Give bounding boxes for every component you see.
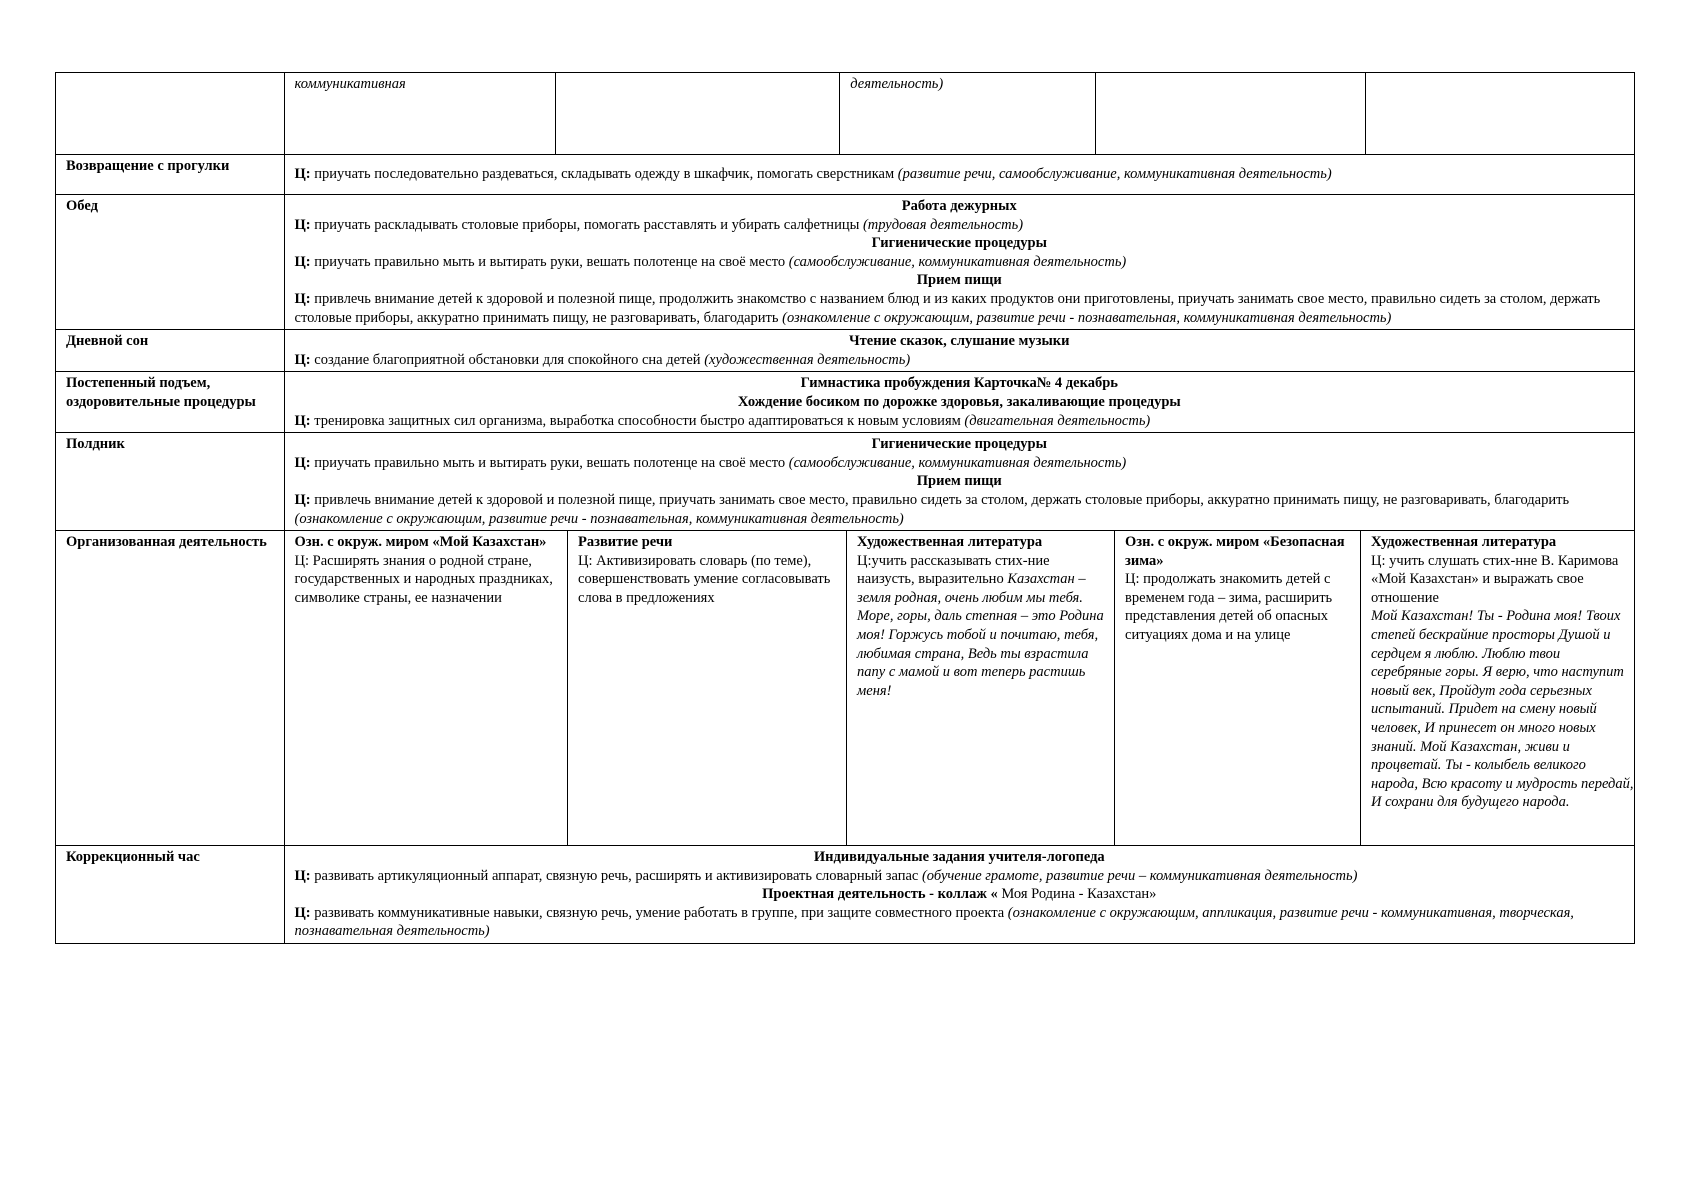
goal-prefix: Ц: — [294, 290, 311, 307]
row-content-wakeup — [284, 372, 1634, 433]
schedule-table — [55, 72, 1635, 944]
row-label-wakeup: Постепенный подъем, оздоровительные процедуры — [56, 372, 285, 433]
goal-paragraph — [295, 491, 1624, 528]
table-row-wakeup — [56, 372, 1635, 433]
row-label-return-walk: Возвращение с прогулки — [56, 155, 285, 195]
table-row-nap — [56, 330, 1635, 372]
activity-goal: Ц:учить рассказывать стих-ние наизусть, выразительно — [857, 552, 1050, 588]
table-row-organized — [56, 531, 1635, 846]
goal-prefix: Ц: — [294, 412, 311, 429]
row-label-lunch: Обед — [56, 195, 285, 330]
activity-goal: Ц: Активизировать словарь (по теме), совершенствовать умение согласовывать слова в предложениях — [578, 552, 831, 606]
section-heading: Хождение босиком по дорожке здоровья, закаливающие процедуры — [737, 393, 1181, 410]
cell-top-0 — [56, 73, 285, 155]
goal-paragraph — [295, 867, 1624, 886]
table-row-top — [56, 73, 1635, 155]
row-content-correction — [284, 846, 1634, 944]
goal-text: развивать артикуляционный аппарат, связную речь, расширять и активизировать словарный запас — [310, 867, 922, 884]
section-heading: Индивидуальные задания учителя-логопеда — [813, 849, 1105, 866]
section-heading: Прием пищи — [916, 473, 1002, 490]
goal-prefix: Ц: — [294, 867, 311, 884]
activity-title: Художественная литература — [857, 534, 1043, 551]
goal-paragraph — [295, 216, 1624, 235]
table-row-lunch — [56, 195, 1635, 330]
activity-note: (обучение грамоте, развитие речи – коммуникативная деятельность) — [921, 867, 1358, 884]
activity-title: Развитие речи — [578, 534, 673, 551]
section-heading: Прием пищи — [916, 272, 1002, 289]
cell-top-4 — [1095, 73, 1365, 155]
goal-paragraph — [295, 412, 1624, 431]
activity-cell-4 — [1115, 531, 1361, 845]
section-heading — [295, 885, 1624, 904]
row-content-nap — [284, 330, 1634, 372]
row-label-correction: Коррекционный час — [56, 846, 285, 944]
row-label-snack: Полдник — [56, 433, 285, 531]
activity-subtable — [285, 531, 1644, 845]
goal-text: привлечь внимание детей к здоровой и полезной пище, приучать занимать свое место, правильно сидеть за столом, держать столовые приборы, аккуратно принимать пищу, не разговаривать, благодарить — [310, 491, 1570, 508]
row-label-organized: Организованная деятельность — [56, 531, 285, 846]
row-content-return-walk — [284, 155, 1634, 195]
section-heading: Чтение сказок, слушание музыки — [849, 333, 1070, 350]
activity-note: (самообслуживание, коммуникативная деятельность) — [788, 454, 1127, 471]
activity-title: Художественная литература — [1371, 534, 1557, 551]
activity-note: (самообслуживание, коммуникативная деятельность) — [788, 253, 1127, 270]
activity-note: (трудовая деятельность) — [862, 216, 1024, 233]
activity-goal: Ц: продолжать знакомить детей с временем года – зима, расширить представления детей об опасных ситуациях дома и на улице — [1125, 571, 1333, 644]
cell-top-3: деятельность) — [840, 73, 1096, 155]
row-content-organized — [284, 531, 1634, 846]
activity-poem: Мой Казахстан! Ты - Родина моя! Твоих степей бескрайние просторы Душой и сердцем я люблю. Люблю твои серебряные горы. Я верю, что наступит новый век, Пройдут года серьезных испытаний. Придет на смену новый человек, И принесет он много новых знаний. Мой Казахстан, живи и процветай. Ты - колыбель великого народа, Всю красоту и мудрость передай, И сохрани для будущего народа. — [1371, 608, 1634, 811]
goal-text: тренировка защитных сил организма, выработка способности быстро адаптироваться к новым условиям — [310, 412, 965, 429]
activity-goal: Ц: учить слушать стих-нне В. Каримова «Мой Казахстан» и выражать свое отношение — [1371, 552, 1619, 606]
project-name: Моя Родина - Казахстан» — [1001, 886, 1157, 903]
row-content-snack — [284, 433, 1634, 531]
goal-prefix: Ц: — [294, 904, 311, 921]
goal-text: приучать правильно мыть и вытирать руки, вешать полотенце на своё место — [310, 454, 789, 471]
goal-paragraph — [295, 904, 1624, 941]
goal-text: приучать последовательно раздеваться, складывать одежду в шкафчик, помогать сверстникам — [310, 166, 898, 182]
activity-note: (двигательная деятельность) — [964, 412, 1151, 429]
activity-cell-5 — [1361, 531, 1644, 845]
goal-text: создание благоприятной обстановки для спокойного сна детей — [310, 351, 705, 368]
activity-cell-3 — [847, 531, 1115, 845]
goal-paragraph — [295, 253, 1624, 272]
row-content-lunch — [284, 195, 1634, 330]
activity-title: Озн. с окруж. миром «Безопасная зима» — [1125, 534, 1345, 569]
goal-text: приучать правильно мыть и вытирать руки, вешать полотенце на своё место — [310, 253, 789, 270]
cell-top-1: коммуникативная — [284, 73, 555, 155]
section-heading: Гигиенические процедуры — [871, 235, 1047, 252]
goal-text: приучать раскладывать столовые приборы, помогать расставлять и убирать салфетницы — [310, 216, 863, 233]
goal-paragraph — [295, 454, 1624, 473]
row-label-nap: Дневной сон — [56, 330, 285, 372]
activity-note: (художественная деятельность) — [704, 351, 911, 368]
activity-goal: Ц: Расширять знания о родной стране, государственных и народных праздниках, символике страны, ее назначении — [294, 552, 553, 606]
goal-prefix: Ц: — [294, 166, 311, 182]
cell-top-2 — [555, 73, 840, 155]
table-row-return-walk — [56, 155, 1635, 195]
activity-subrow — [285, 531, 1644, 845]
section-heading: Гигиенические процедуры — [871, 436, 1047, 453]
activity-cell-2 — [568, 531, 847, 845]
section-heading: Гимнастика пробуждения Карточка№ 4 декабрь — [800, 375, 1118, 392]
goal-paragraph — [295, 351, 1624, 370]
goal-prefix: Ц: — [294, 253, 311, 270]
goal-prefix: Ц: — [294, 454, 311, 471]
section-heading: Работа дежурных — [901, 198, 1017, 214]
goal-prefix: Ц: — [294, 491, 311, 508]
activity-poem: Казахстан – земля родная, очень любим мы тебя. Море, горы, даль степная – это Родина моя! Горжусь тобой и почитаю, тебя, любимая страна, Ведь ты взрастила папу с мамой и вот теперь растишь меня! — [857, 571, 1104, 699]
goal-text: развивать коммуникативные навыки, связную речь, умение работать в группе, при защите совместного проекта — [310, 904, 1008, 921]
goal-prefix: Ц: — [294, 351, 311, 368]
activity-note: (ознакомление с окружающим, развитие речи - познавательная, коммуникативная деятельность) — [294, 510, 904, 527]
table-row-snack — [56, 433, 1635, 531]
project-heading: Проектная деятельность - коллаж « — [762, 886, 1002, 903]
goal-text: привлечь внимание детей к здоровой и полезной пище, продолжить знакомство с названием блюд и из каких продуктов они приготовлены, приучать занимать свое место, правильно сидеть за столом, держать столовые приборы, аккуратно принимать пищу, не разговаривать, благодарить — [294, 290, 1601, 326]
activity-note: (ознакомление с окружающим, аппликация, развитие речи - коммуникативная, творческая, познавательная деятельность) — [294, 904, 1574, 940]
activity-note: (ознакомление с окружающим, развитие речи - познавательная, коммуникативная деятельность) — [782, 309, 1392, 326]
activity-title: Озн. с окруж. миром «Мой Казахстан» — [294, 534, 547, 551]
goal-prefix: Ц: — [294, 216, 311, 233]
activity-note: (развитие речи, самообслуживание, коммуникативная деятельность) — [897, 166, 1332, 182]
activity-cell-1 — [285, 531, 568, 845]
goal-paragraph — [295, 290, 1624, 327]
cell-top-5 — [1365, 73, 1634, 155]
table-row-correction — [56, 846, 1635, 944]
